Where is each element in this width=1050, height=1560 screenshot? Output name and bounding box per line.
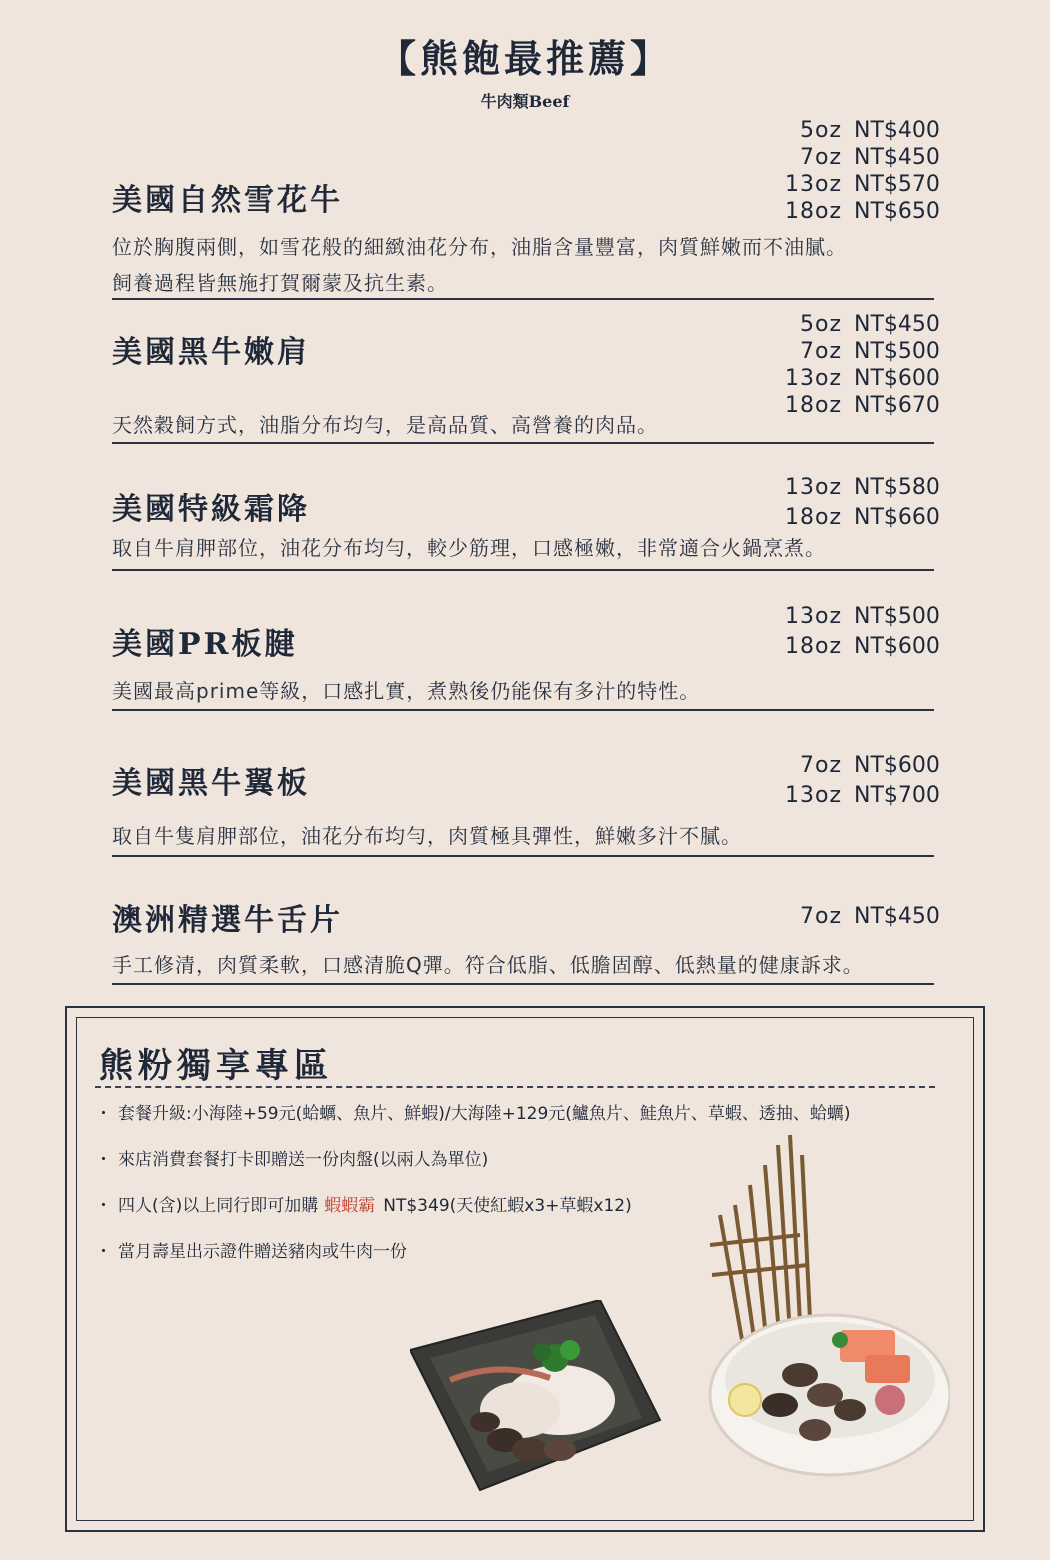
menu-item — [112, 750, 940, 860]
portion-size: 7oz — [799, 752, 842, 778]
price-amount: NT$600 — [854, 752, 940, 778]
price-list — [772, 601, 940, 661]
price-amount: NT$570 — [854, 172, 940, 197]
portion-size: 7oz — [799, 339, 842, 364]
portion-size: 18oz — [784, 633, 842, 659]
promo-text: 四人(含)以上同行即可加購 — [118, 1196, 319, 1216]
price-amount: NT$450 — [854, 312, 940, 337]
menu-item — [112, 117, 940, 302]
item-name: 美國特級霜降 — [112, 492, 310, 527]
item-description: 位於胸腹兩側，如雪花般的細緻油花分布，油脂含量豐富，肉質鮮嫩而不油膩。 — [112, 235, 847, 259]
portion-size: 13oz — [784, 172, 842, 197]
seafood-plate-image — [410, 1300, 670, 1500]
price-list — [772, 903, 940, 930]
page-subtitle: 牛肉類Beef — [480, 92, 570, 111]
price-amount: NT$660 — [854, 504, 940, 530]
price-row — [772, 392, 940, 419]
price-amount: NT$400 — [854, 118, 940, 143]
page-title: 【熊飽最推薦】 — [377, 36, 672, 81]
price-amount: NT$600 — [854, 366, 940, 391]
price-row — [772, 631, 940, 661]
price-list — [772, 750, 940, 810]
divider — [112, 569, 934, 571]
portion-size: 18oz — [784, 199, 842, 224]
item-name: 澳洲精選牛舌片 — [112, 903, 343, 938]
item-name: 美國PR板腱 — [112, 627, 298, 662]
price-amount: NT$500 — [854, 339, 940, 364]
portion-size: 13oz — [784, 366, 842, 391]
promo-text: 套餐升級:小海陸+59元(蛤蠣、魚片、鮮蝦)/大海陸+129元(鱸魚片、鮭魚片、草蝦、透抽、蛤蠣) — [118, 1104, 851, 1124]
price-amount: NT$500 — [854, 603, 940, 629]
price-amount: NT$580 — [854, 474, 940, 500]
item-description: 取自牛隻肩胛部位，油花分布均勻，肉質極具彈性，鮮嫩多汁不膩。 — [112, 824, 742, 848]
price-row — [772, 750, 940, 780]
divider — [112, 983, 934, 985]
price-amount: NT$700 — [854, 782, 940, 808]
price-amount: NT$670 — [854, 393, 940, 418]
price-amount: NT$450 — [854, 904, 940, 929]
item-description: 手工修清，肉質柔軟，口感清脆Q彈。符合低脂、低膽固醇、低熱量的健康訴求。 — [112, 953, 864, 977]
promo-highlight: 蝦蝦霸 — [324, 1196, 376, 1216]
divider — [112, 855, 934, 857]
price-row — [772, 338, 940, 365]
seafood-hotpot-image — [690, 1125, 950, 1495]
divider — [112, 709, 934, 711]
price-row — [772, 903, 940, 930]
bullet: ・ — [95, 1104, 112, 1124]
divider — [112, 442, 934, 444]
price-row — [772, 601, 940, 631]
page-header — [0, 28, 1050, 112]
promo-text: 來店消費套餐打卡即贈送一份肉盤(以兩人為單位) — [118, 1150, 489, 1170]
portion-size: 5oz — [799, 118, 842, 143]
price-amount: NT$650 — [854, 199, 940, 224]
promo-text: 當月壽星出示證件贈送豬肉或牛肉一份 — [118, 1242, 407, 1262]
item-description: 天然穀飼方式，油脂分布均勻，是高品質、高營養的肉品。 — [112, 413, 658, 437]
price-amount: NT$450 — [854, 145, 940, 170]
item-description: 飼養過程皆無施打賀爾蒙及抗生素。 — [112, 271, 448, 295]
divider — [112, 298, 934, 300]
price-row — [772, 780, 940, 810]
price-row — [772, 472, 940, 502]
item-name: 美國黑牛翼板 — [112, 766, 310, 801]
bullet: ・ — [95, 1196, 112, 1216]
portion-size: 13oz — [784, 782, 842, 808]
price-row — [772, 117, 940, 144]
portion-size: 7oz — [799, 904, 842, 929]
portion-size: 7oz — [799, 145, 842, 170]
promo-text-after: NT$349(天使紅蝦x3+草蝦x12) — [383, 1196, 632, 1216]
price-row — [772, 171, 940, 198]
item-description: 美國最高prime等級，口感扎實，煮熟後仍能保有多汁的特性。 — [112, 679, 701, 703]
price-list — [772, 311, 940, 419]
portion-size: 13oz — [784, 603, 842, 629]
price-list — [772, 117, 940, 225]
price-row — [772, 198, 940, 225]
promo-title: 熊粉獨享專區 — [99, 1046, 333, 1086]
price-list — [772, 472, 940, 532]
dashed-divider — [95, 1086, 935, 1088]
menu-item — [112, 601, 940, 713]
portion-size: 13oz — [784, 474, 842, 500]
menu-item — [112, 893, 940, 988]
item-description: 取自牛肩胛部位，油花分布均勻，較少筋理，口感極嫩，非常適合火鍋烹煮。 — [112, 536, 826, 560]
item-name: 美國黑牛嫩肩 — [112, 335, 310, 370]
price-amount: NT$600 — [854, 633, 940, 659]
portion-size: 18oz — [784, 393, 842, 418]
price-row — [772, 365, 940, 392]
bullet: ・ — [95, 1242, 112, 1262]
item-name: 美國自然雪花牛 — [112, 183, 343, 218]
menu-item — [112, 472, 940, 573]
portion-size: 18oz — [784, 504, 842, 530]
portion-size: 5oz — [799, 312, 842, 337]
price-row — [772, 502, 940, 532]
price-row — [772, 144, 940, 171]
price-row — [772, 311, 940, 338]
bullet: ・ — [95, 1150, 112, 1170]
menu-item — [112, 311, 940, 445]
